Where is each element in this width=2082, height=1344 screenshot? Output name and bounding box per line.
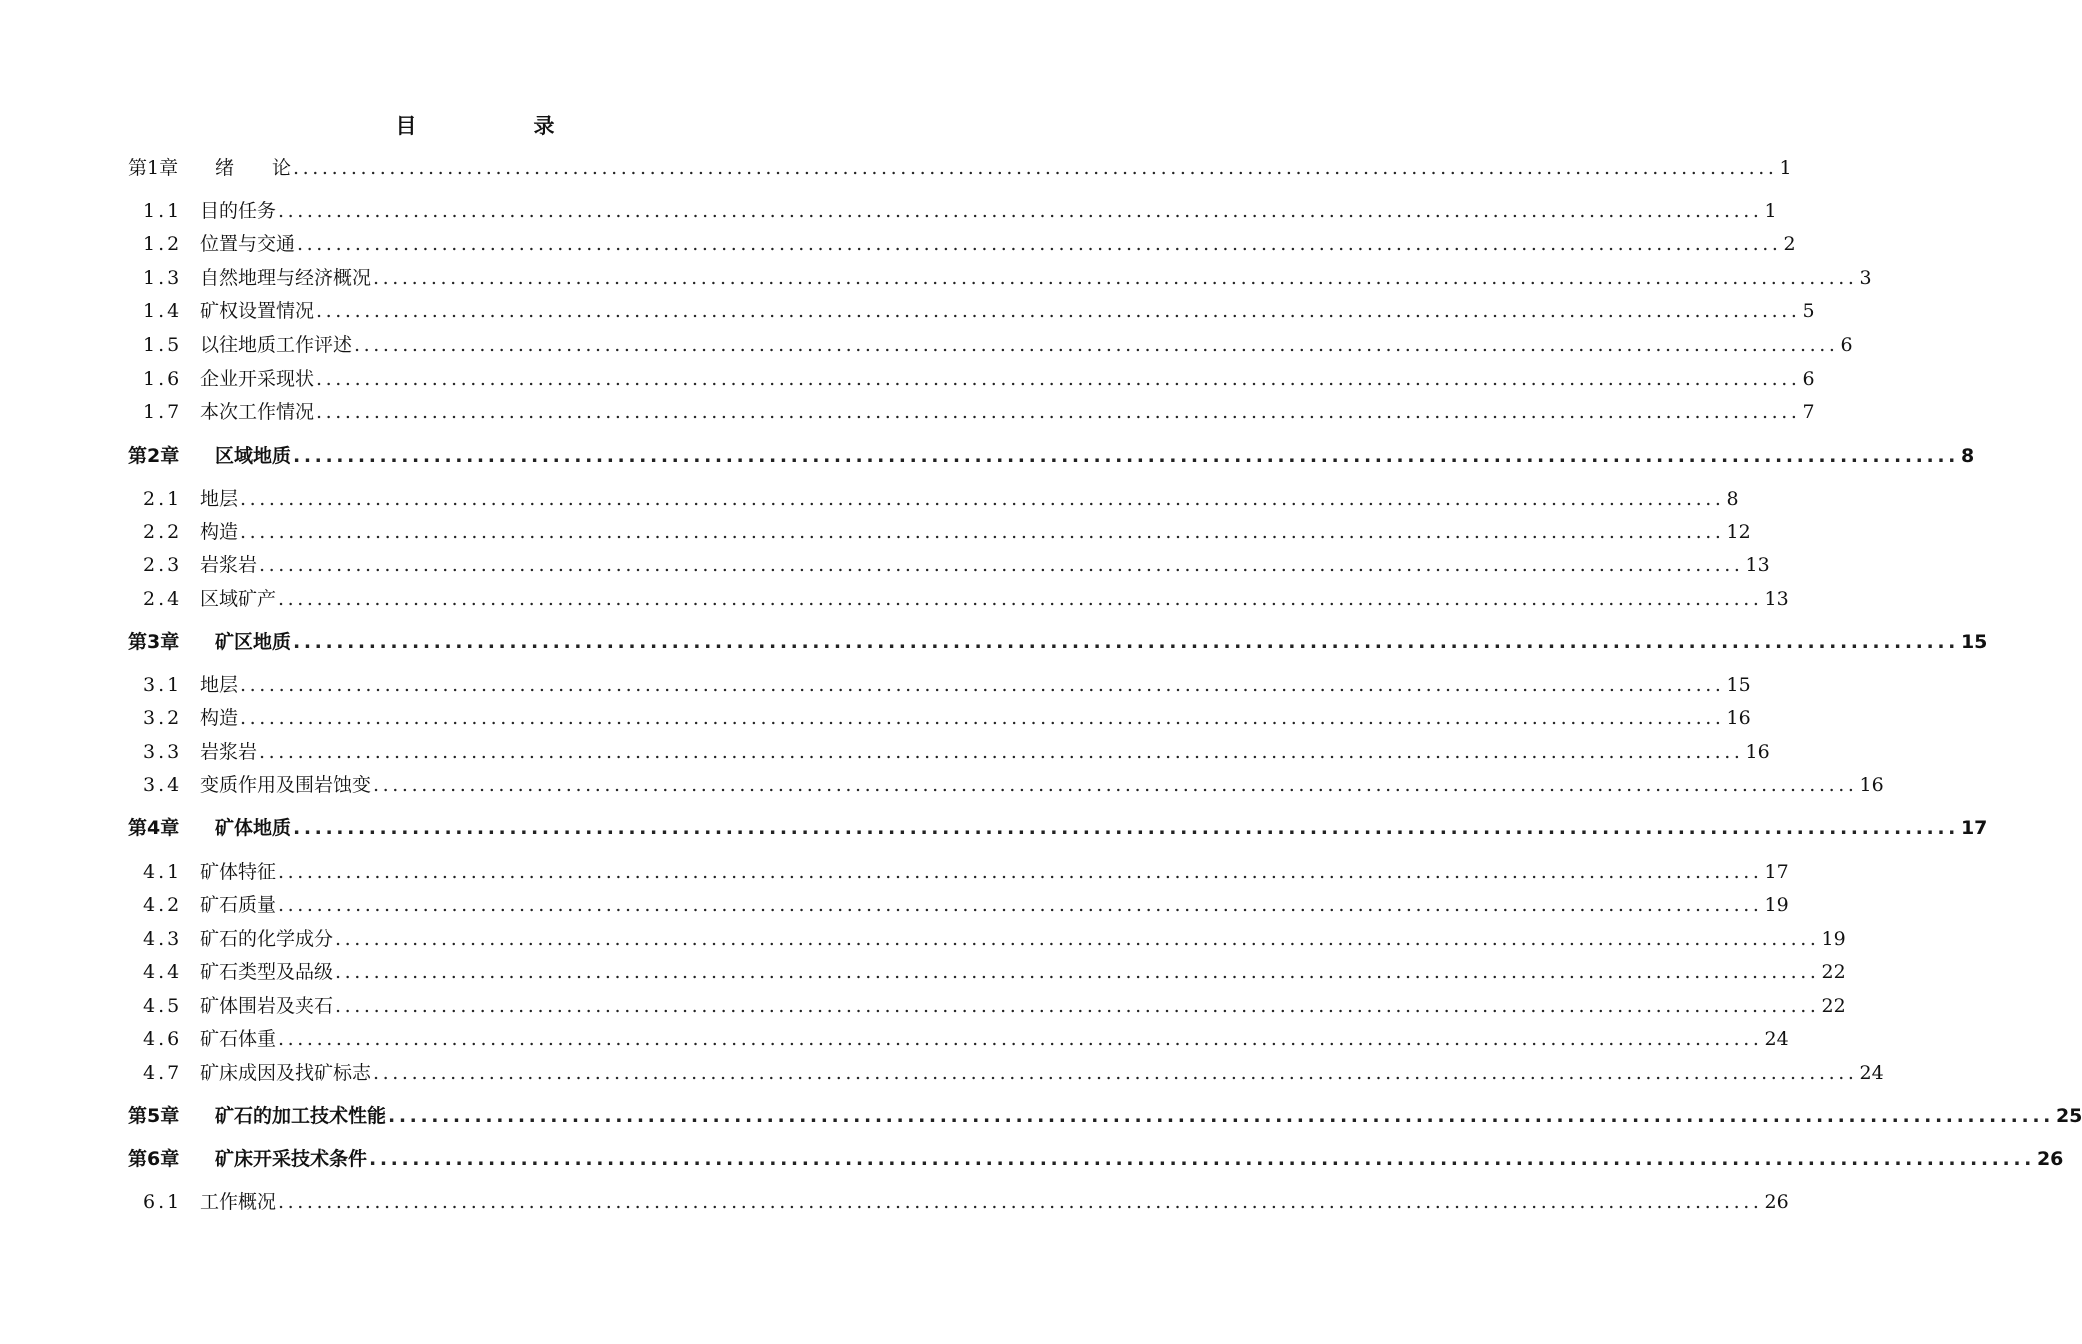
toc-entry-1-5[interactable] bbox=[143, 330, 1853, 360]
entry-page-number: 25 bbox=[2055, 1105, 2082, 1127]
entry-label: 绪 论 bbox=[215, 157, 292, 179]
toc-title: 目 录 bbox=[395, 114, 603, 138]
toc-entry-chapter-5[interactable] bbox=[128, 1101, 2082, 1131]
dot-leader: .......................................................................................................................................................... bbox=[373, 774, 1858, 796]
entry-label: 岩浆岩 bbox=[200, 554, 258, 576]
entry-label: 目的任务 bbox=[200, 200, 277, 222]
entry-label: 矿石的加工技术性能 bbox=[215, 1105, 387, 1127]
entry-page-number: 8 bbox=[1960, 445, 1975, 467]
toc-entry-2-1[interactable] bbox=[143, 484, 1739, 514]
entry-number: 第1章 bbox=[128, 157, 179, 179]
toc-entry-1-1[interactable] bbox=[143, 196, 1777, 226]
toc-entry-2-4[interactable] bbox=[143, 584, 1789, 614]
dot-leader: .......................................................................................................................................................... bbox=[316, 368, 1801, 390]
entry-label: 构造 bbox=[200, 707, 239, 729]
toc-entry-4-7[interactable] bbox=[143, 1058, 1884, 1088]
entry-label: 矿石的化学成分 bbox=[200, 928, 334, 950]
entry-label: 矿床成因及找矿标志 bbox=[200, 1062, 372, 1084]
entry-label: 岩浆岩 bbox=[200, 741, 258, 763]
dot-leader: .......................................................................................................................................................... bbox=[293, 445, 1959, 467]
toc-entry-3-4[interactable] bbox=[143, 770, 1884, 800]
entry-number: 2.3 bbox=[143, 554, 183, 576]
entry-page-number: 16 bbox=[1859, 774, 1884, 796]
dot-leader: .......................................................................................................................................................... bbox=[335, 961, 1820, 983]
entry-label: 企业开采现状 bbox=[200, 368, 315, 390]
entry-page-number: 15 bbox=[1960, 631, 1988, 653]
entry-label: 以往地质工作评述 bbox=[200, 334, 353, 356]
entry-label: 变质作用及围岩蚀变 bbox=[200, 774, 372, 796]
entry-number: 2.1 bbox=[143, 488, 183, 510]
entry-page-number: 1 bbox=[1779, 157, 1792, 179]
entry-page-number: 16 bbox=[1745, 741, 1770, 763]
dot-leader: .......................................................................................................................................................... bbox=[240, 707, 1725, 729]
toc-entry-2-2[interactable] bbox=[143, 517, 1751, 547]
entry-page-number: 22 bbox=[1821, 961, 1846, 983]
entry-page-number: 5 bbox=[1802, 300, 1815, 322]
entry-label: 地层 bbox=[200, 674, 239, 696]
dot-leader: .......................................................................................................................................................... bbox=[278, 588, 1763, 610]
entry-number: 1.7 bbox=[143, 401, 183, 423]
dot-leader: .......................................................................................................................................................... bbox=[278, 861, 1763, 883]
entry-page-number: 2 bbox=[1783, 233, 1796, 255]
entry-page-number: 7 bbox=[1802, 401, 1815, 423]
entry-number: 第3章 bbox=[128, 631, 180, 653]
dot-leader: .......................................................................................................................................................... bbox=[316, 300, 1801, 322]
entry-page-number: 16 bbox=[1726, 707, 1751, 729]
entry-page-number: 24 bbox=[1859, 1062, 1884, 1084]
entry-number: 4.7 bbox=[143, 1062, 183, 1084]
toc-entry-4-4[interactable] bbox=[143, 957, 1846, 987]
entry-page-number: 12 bbox=[1726, 521, 1751, 543]
dot-leader: .......................................................................................................................................................... bbox=[259, 554, 1744, 576]
toc-entry-chapter-2[interactable] bbox=[128, 441, 1975, 471]
dot-leader: .......................................................................................................................................................... bbox=[388, 1105, 2054, 1127]
entry-label: 本次工作情况 bbox=[200, 401, 315, 423]
entry-page-number: 24 bbox=[1764, 1028, 1789, 1050]
toc-entry-4-6[interactable] bbox=[143, 1024, 1789, 1054]
entry-number: 3.3 bbox=[143, 741, 183, 763]
entry-label: 矿石类型及品级 bbox=[200, 961, 334, 983]
dot-leader: .......................................................................................................................................................... bbox=[240, 674, 1725, 696]
toc-entry-chapter-6[interactable] bbox=[128, 1144, 2064, 1174]
entry-number: 1.5 bbox=[143, 334, 183, 356]
dot-leader: .......................................................................................................................................................... bbox=[278, 1028, 1763, 1050]
toc-entry-4-1[interactable] bbox=[143, 857, 1789, 887]
entry-number: 4.3 bbox=[143, 928, 183, 950]
entry-label: 地层 bbox=[200, 488, 239, 510]
dot-leader: .......................................................................................................................................................... bbox=[278, 200, 1763, 222]
dot-leader: .......................................................................................................................................................... bbox=[335, 995, 1820, 1017]
toc-entry-1-4[interactable] bbox=[143, 296, 1815, 326]
entry-label: 矿体特征 bbox=[200, 861, 277, 883]
entry-label: 构造 bbox=[200, 521, 239, 543]
entry-number: 1.4 bbox=[143, 300, 183, 322]
entry-number: 第4章 bbox=[128, 817, 180, 839]
entry-label: 矿区地质 bbox=[215, 631, 292, 653]
dot-leader: .......................................................................................................................................................... bbox=[240, 521, 1725, 543]
entry-number: 3.1 bbox=[143, 674, 183, 696]
toc-entry-6-1[interactable] bbox=[143, 1187, 1789, 1217]
entry-number: 1.3 bbox=[143, 267, 183, 289]
dot-leader: .......................................................................................................................................................... bbox=[259, 741, 1744, 763]
entry-number: 3.4 bbox=[143, 774, 183, 796]
dot-leader: .......................................................................................................................................................... bbox=[373, 267, 1858, 289]
toc-entry-chapter-4[interactable] bbox=[128, 813, 1988, 843]
toc-entry-chapter-3[interactable] bbox=[128, 627, 1988, 657]
entry-number: 3.2 bbox=[143, 707, 183, 729]
entry-number: 4.5 bbox=[143, 995, 183, 1017]
entry-label: 位置与交通 bbox=[200, 233, 296, 255]
toc-entry-3-1[interactable] bbox=[143, 670, 1751, 700]
entry-page-number: 17 bbox=[1960, 817, 1988, 839]
dot-leader: .......................................................................................................................................................... bbox=[293, 157, 1778, 179]
entry-number: 第2章 bbox=[128, 445, 180, 467]
entry-label: 矿石体重 bbox=[200, 1028, 277, 1050]
toc-entry-4-5[interactable] bbox=[143, 991, 1846, 1021]
toc-entry-chapter-1[interactable] bbox=[128, 153, 1792, 183]
entry-page-number: 15 bbox=[1726, 674, 1751, 696]
entry-number: 1.1 bbox=[143, 200, 183, 222]
entry-page-number: 1 bbox=[1764, 200, 1777, 222]
entry-number: 2.2 bbox=[143, 521, 183, 543]
entry-page-number: 19 bbox=[1764, 894, 1789, 916]
entry-page-number: 3 bbox=[1859, 267, 1872, 289]
entry-page-number: 8 bbox=[1726, 488, 1739, 510]
dot-leader: .......................................................................................................................................................... bbox=[335, 928, 1820, 950]
entry-number: 1.6 bbox=[143, 368, 183, 390]
dot-leader: .......................................................................................................................................................... bbox=[316, 401, 1801, 423]
entry-label: 矿体围岩及夹石 bbox=[200, 995, 334, 1017]
dot-leader: .......................................................................................................................................................... bbox=[278, 1191, 1763, 1213]
toc-entry-4-2[interactable] bbox=[143, 890, 1789, 920]
dot-leader: .......................................................................................................................................................... bbox=[278, 894, 1763, 916]
toc-entry-2-3[interactable] bbox=[143, 550, 1770, 580]
dot-leader: .......................................................................................................................................................... bbox=[293, 631, 1959, 653]
entry-label: 矿床开采技术条件 bbox=[215, 1148, 368, 1170]
entry-page-number: 22 bbox=[1821, 995, 1846, 1017]
entry-page-number: 6 bbox=[1840, 334, 1853, 356]
entry-label: 区域矿产 bbox=[200, 588, 277, 610]
toc-entry-1-7[interactable] bbox=[143, 397, 1815, 427]
dot-leader: .......................................................................................................................................................... bbox=[297, 233, 1782, 255]
entry-number: 4.4 bbox=[143, 961, 183, 983]
entry-label: 矿体地质 bbox=[215, 817, 292, 839]
dot-leader: .......................................................................................................................................................... bbox=[373, 1062, 1858, 1084]
entry-page-number: 6 bbox=[1802, 368, 1815, 390]
toc-entry-3-3[interactable] bbox=[143, 737, 1770, 767]
dot-leader: .......................................................................................................................................................... bbox=[369, 1148, 2035, 1170]
toc-entry-4-3[interactable] bbox=[143, 924, 1846, 954]
entry-label: 自然地理与经济概况 bbox=[200, 267, 372, 289]
entry-number: 2.4 bbox=[143, 588, 183, 610]
entry-page-number: 13 bbox=[1764, 588, 1789, 610]
entry-page-number: 17 bbox=[1764, 861, 1789, 883]
entry-label: 区域地质 bbox=[215, 445, 292, 467]
dot-leader: .......................................................................................................................................................... bbox=[293, 817, 1959, 839]
entry-label: 矿权设置情况 bbox=[200, 300, 315, 322]
toc-entry-1-3[interactable] bbox=[143, 263, 1872, 293]
entry-page-number: 19 bbox=[1821, 928, 1846, 950]
entry-number: 6.1 bbox=[143, 1191, 183, 1213]
dot-leader: .......................................................................................................................................................... bbox=[354, 334, 1839, 356]
toc-entry-3-2[interactable] bbox=[143, 703, 1751, 733]
entry-number: 第5章 bbox=[128, 1105, 180, 1127]
entry-label: 工作概况 bbox=[200, 1191, 277, 1213]
toc-entry-1-2[interactable] bbox=[143, 229, 1796, 259]
entry-number: 4.2 bbox=[143, 894, 183, 916]
entry-page-number: 13 bbox=[1745, 554, 1770, 576]
entry-page-number: 26 bbox=[1764, 1191, 1789, 1213]
dot-leader: .......................................................................................................................................................... bbox=[240, 488, 1725, 510]
entry-number: 1.2 bbox=[143, 233, 183, 255]
toc-entry-1-6[interactable] bbox=[143, 364, 1815, 394]
entry-number: 4.1 bbox=[143, 861, 183, 883]
entry-number: 4.6 bbox=[143, 1028, 183, 1050]
entry-label: 矿石质量 bbox=[200, 894, 277, 916]
entry-number: 第6章 bbox=[128, 1148, 180, 1170]
entry-page-number: 26 bbox=[2036, 1148, 2064, 1170]
